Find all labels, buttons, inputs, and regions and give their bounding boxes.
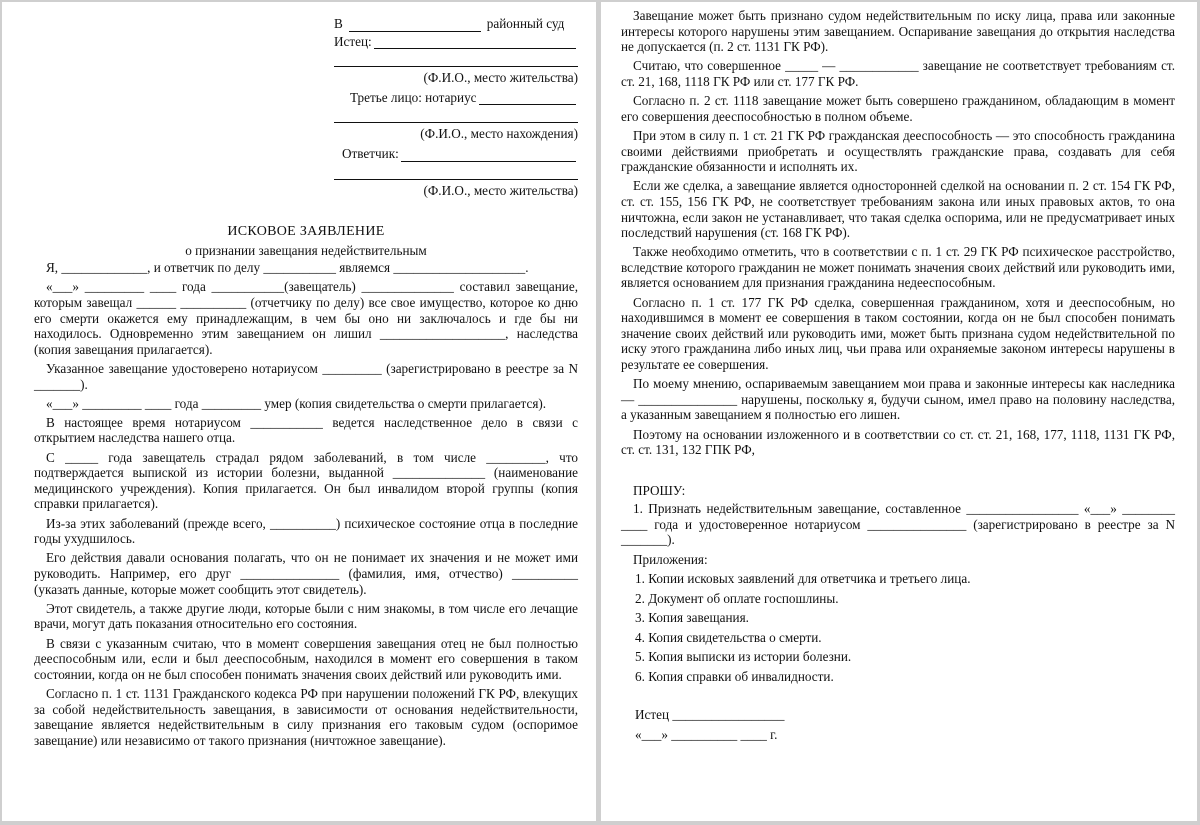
signature-block — [621, 707, 1175, 743]
defendant-line — [342, 146, 578, 162]
paragraph: Этот свидетель, а также другие люди, которые были с ним знакомы, в том числе его лечащие врачи, могут дать показания относительно его состояния. — [34, 600, 578, 632]
defendant-label: Ответчик: — [342, 145, 399, 161]
defendant-caption: (Ф.И.О., место жительства) — [423, 182, 578, 198]
document-page-left — [2, 2, 596, 821]
attachment-item: 5. Копия выписки из истории болезни. — [635, 649, 852, 665]
paragraph: Завещание может быть признано судом недействительным по иску лица, права или законные интересы которого нарушены этим завещанием. Оспаривание завещания до открытия наследства не допускается (п. 2 ст. 1131 ГК РФ). — [621, 8, 1175, 55]
third-party-blank — [479, 91, 576, 105]
defendant-blank — [401, 148, 576, 162]
plaintiff-rule — [334, 53, 578, 67]
defendant-rule — [334, 166, 578, 180]
paragraph: Его действия давали основания полагать, что он не понимает их значения и не может ими руководить. Например, его друг _______________ (фамилия, имя, отчество) __________ (указать данные, которые может сообщить этот свидетель). — [34, 550, 578, 597]
request-heading: ПРОШУ: — [633, 483, 686, 499]
paragraph: Согласно п. 1 ст. 1131 Гражданского кодекса РФ при нарушении положений ГК РФ, влекущих за собой недействительность завещания, в зависимости от основания недействительности, завещание является недействительным в силу признания его таковым судом (оспоримое завещание) или независимо от такого признания (ничтожное завещание). — [34, 685, 578, 748]
plaintiff-blank — [374, 35, 576, 49]
third-party-caption: (Ф.И.О., место нахождения) — [420, 126, 578, 142]
attachment-item: 1. Копии исковых заявлений для ответчика и третьего лица. — [635, 570, 971, 586]
paragraph: Из-за этих заболеваний (прежде всего, __________) психическое состояние отца в последние годы ухудшилось. — [34, 515, 578, 547]
third-party-line — [350, 90, 578, 106]
attachments-list — [621, 571, 1175, 685]
paragraph: Считаю, что совершенное _____ — ____________ завещание не соответствует требованиям ст. ст. 21, 168, 1118 ГК РФ или ст. 177 ГК РФ. — [621, 58, 1175, 89]
document-title: ИСКОВОЕ ЗАЯВЛЕНИЕ — [227, 224, 385, 240]
court-prefix: В — [334, 16, 343, 31]
document-subtitle: о признании завещания недействительным — [185, 243, 427, 259]
document-page-right — [601, 2, 1197, 821]
paragraph: Согласно п. 2 ст. 1118 завещание может быть совершено гражданином, обладающим в момент его совершения дееспособностью в полном объеме. — [621, 93, 1175, 124]
plaintiff-line — [334, 34, 578, 50]
third-party-rule — [334, 109, 578, 123]
attachments-heading: Приложения: — [633, 551, 708, 567]
attachment-item: 6. Копия справки об инвалидности. — [635, 668, 834, 684]
court-line — [334, 16, 578, 32]
court-header — [334, 16, 578, 198]
paragraph: С _____ года завещатель страдал рядом заболеваний, в том числе _________, что подтверждается выпиской из истории болезни, выданной ______________ (наименование медицинского учреждения). Копия прилагается. Он был инвалидом второй группы (копия справки прилагается). — [34, 449, 578, 512]
paragraph: Я, _____________, и ответчик по делу ___________ являемся ____________________. — [46, 260, 529, 276]
paragraph: По моему мнению, оспариваемым завещанием мои права и законные интересы как наследника— _______________ нарушены, поскольку я, будучи сыном, имел право на половину наследства, а указанным завещанием я полностью его лишен. — [621, 376, 1175, 423]
paragraph: При этом в силу п. 1 ст. 21 ГК РФ гражданская дееспособность — это способность гражданина своими действиями приобретать и осуществлять гражданские права, создавать для себя гражданские обязанности и исполнять их. — [621, 127, 1175, 175]
plaintiff-caption: (Ф.И.О., место жительства) — [423, 70, 578, 86]
attachment-item: 4. Копия свидетельства о смерти. — [635, 629, 822, 645]
request-item: 1. Признать недействительным завещание, составленное _________________ «___» ________ ____ года и удостоверенное нотариусом _______________ (зарегистрировано в реестре за N _______). — [621, 500, 1175, 548]
paragraph: Если же сделка, а завещание является односторонней сделкой на основании п. 2 ст. 154 ГК РФ, ст. ст. 155, 156 ГК РФ, не соответствует требованиям закона или иных правовых актов, то она ничтожна, если закон не устанавливает, что такая сделка оспорима, или не предусматривает иных последствий нарушения (ст. 168 ГК РФ). — [621, 178, 1175, 241]
plaintiff-label: Истец: — [334, 33, 372, 49]
attachment-item: 3. Копия завещания. — [635, 610, 749, 626]
paragraph: «___» _________ ____ года _________ умер (копия свидетельства о смерти прилагается). — [46, 395, 547, 411]
paragraph: Указанное завещание удостоверено нотариусом _________ (зарегистрировано в реестре за N _______). — [34, 360, 578, 392]
paragraph: «___» _________ ____ года ___________(завещатель) ______________ составил завещание, которым завещал ______ __________ (отчетчику по делу) все свое имущество, которое ко дню его смерти окажется ему принадлежащим, в чем бы оно ни заключалось и где бы ни находилось. Одновременно этим завещанием он лишил ___________________, наследства (копия завещания прилагается). — [34, 279, 578, 357]
paragraph: В настоящее время нотариусом ___________ ведется наследственное дело в связи с открытием наследства нашего отца. — [34, 414, 578, 446]
signature-date: «___» __________ ____ г. — [635, 727, 778, 743]
paragraph: Также необходимо отметить, что в соответствии с п. 1 ст. 29 ГК РФ психическое расстройство, вследствие которого гражданин не может понимать значения своих действий или руководить ими, является основанием для признания гражданина недееспособным. — [621, 244, 1175, 291]
court-suffix: районный суд — [486, 16, 565, 31]
paragraph: Согласно п. 1 ст. 177 ГК РФ сделка, совершенная гражданином, хотя и дееспособным, но находившимся в момент ее совершения в таком состоянии, когда он не был способен понимать значение своих действий или руководить ими, может быть признана судом недействительной по иску этого гражданина либо иных лиц, чьи права или охраняемые законом интересы нарушены в результате ее совершения. — [621, 294, 1175, 373]
attachment-item: 2. Документ об оплате госпошлины. — [635, 590, 839, 606]
court-blank — [349, 18, 481, 32]
signature-line: Истец _________________ — [635, 706, 785, 722]
paragraph: В связи с указанным считаю, что в момент совершения завещания отец не был полностью дееспособным или, если и был дееспособным, находился в момент его совершения в таком состоянии, когда он не был способен понимать значения своих действий или руководить ими. — [34, 635, 578, 682]
paragraph: Поэтому на основании изложенного и в соответствии со ст. ст. 21, 168, 177, 1118, 1131 ГК РФ, ст. ст. 131, 132 ГПК РФ, — [621, 426, 1175, 458]
third-party-label: Третье лицо: нотариус — [350, 89, 477, 105]
